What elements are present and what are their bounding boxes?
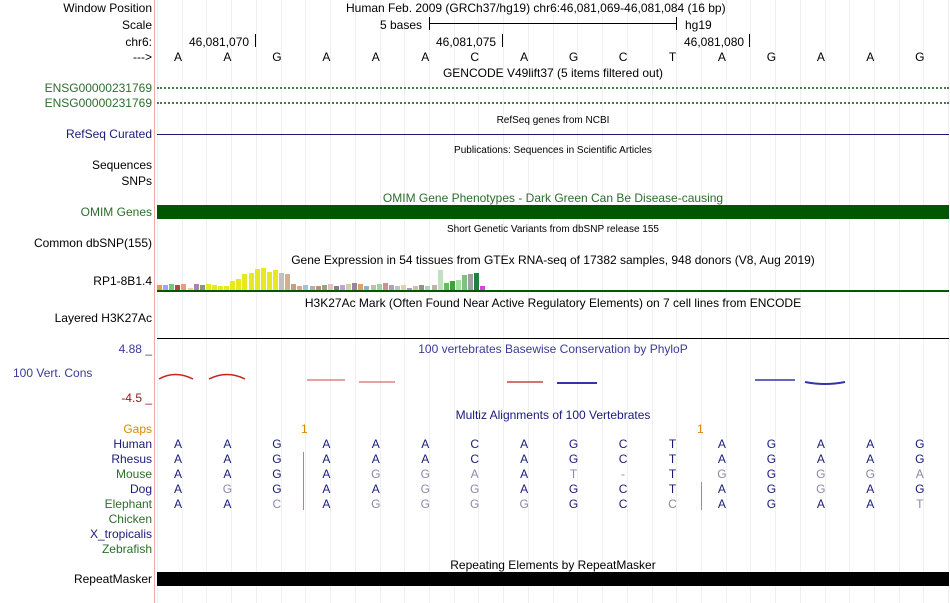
coord-tick	[749, 34, 750, 47]
species-base: G	[766, 482, 777, 496]
reference-base: A	[371, 50, 380, 64]
species-base: A	[371, 437, 380, 451]
gtex-tissue-bar[interactable]	[468, 274, 473, 290]
reference-base: A	[866, 50, 875, 64]
scale-label: Scale	[121, 18, 152, 32]
species-base: G	[717, 467, 727, 481]
dbsnp-track-title: Short Genetic Variants from dbSNP release 155	[447, 224, 659, 235]
gencode-track-title: GENCODE V49lift37 (5 items filtered out)	[442, 66, 664, 80]
species-base: A	[421, 437, 430, 451]
coord-tick-label: 46,081,070	[189, 35, 250, 49]
reference-base: C	[618, 50, 628, 64]
phylop-label[interactable]: 100 Vert. Cons	[13, 366, 93, 380]
gtex-tissue-bar[interactable]	[474, 273, 479, 290]
omim-track-title: OMIM Gene Phenotypes - Dark Green Can Be Disease-causing	[382, 191, 724, 205]
species-base: G	[470, 497, 480, 511]
chrom-label: chr6:	[125, 35, 152, 49]
gtex-tissue-bar[interactable]	[242, 274, 247, 290]
h3k27ac-track-title: H3K27Ac Mark (Often Found Near Active Regulatory Elements) on 7 cell lines from ENCODE	[304, 296, 802, 310]
species-label[interactable]: Human	[113, 437, 152, 451]
species-base: G	[371, 497, 381, 511]
species-base: A	[173, 467, 182, 481]
insertion-marker	[701, 482, 702, 510]
species-label[interactable]: Chicken	[108, 512, 152, 526]
species-base: A	[520, 452, 529, 466]
species-base: G	[420, 467, 430, 481]
coord-tick-label: 46,081,080	[684, 35, 745, 49]
gtex-tissue-bar[interactable]	[255, 269, 260, 290]
species-base: G	[766, 452, 777, 466]
species-base: G	[222, 482, 233, 496]
species-base: G	[272, 437, 282, 451]
species-base: A	[520, 482, 529, 496]
species-base: C	[618, 482, 628, 496]
species-label[interactable]: Mouse	[115, 467, 152, 481]
scale-bar	[430, 23, 676, 24]
species-base: C	[470, 452, 480, 466]
species-label[interactable]: Rhesus	[111, 452, 152, 466]
species-base: A	[470, 467, 479, 481]
species-base: G	[371, 467, 381, 481]
phylop-track-title: 100 vertebrates Basewise Conservation by PhyloP	[418, 342, 688, 356]
species-base: A	[173, 452, 182, 466]
species-base: G	[568, 482, 579, 496]
reference-base: A	[520, 50, 529, 64]
gap-count-marker: 1	[697, 422, 704, 436]
reference-base: T	[668, 50, 677, 64]
species-label[interactable]: Dog	[129, 482, 152, 496]
species-base: T	[569, 467, 578, 481]
reference-base: A	[322, 50, 331, 64]
coord-tick-label: 46,081,075	[436, 35, 497, 49]
h3k27ac-label[interactable]: Layered H3K27Ac	[54, 311, 152, 325]
species-base: C	[618, 452, 628, 466]
publications-track-title: Publications: Sequences in Scientific Articles	[454, 145, 652, 156]
species-base: T	[668, 482, 677, 496]
species-base: G	[915, 437, 925, 451]
gtex-tissue-bar[interactable]	[261, 268, 266, 290]
snps-label[interactable]: SNPs	[121, 174, 152, 188]
reference-base: A	[421, 50, 430, 64]
gencode-transcript-line[interactable]	[157, 102, 949, 104]
gtex-gene-label[interactable]: RP1-8B1.4	[93, 274, 152, 288]
species-base: A	[173, 437, 182, 451]
scale-bar-right-tick	[676, 17, 677, 30]
refseq-track-title: RefSeq genes from NCBI	[496, 115, 610, 126]
gtex-tissue-bar[interactable]	[352, 283, 357, 290]
species-base: C	[668, 497, 677, 511]
species-base: A	[866, 497, 875, 511]
species-label[interactable]: X_tropicalis	[89, 527, 152, 541]
species-base: A	[866, 437, 875, 451]
species-base: C	[618, 437, 628, 451]
assembly-position-text: Human Feb. 2009 (GRCh37/hg19) chr6:46,081,069-46,081,084 (16 bp)	[346, 1, 726, 15]
gtex-tissue-bar[interactable]	[267, 272, 272, 290]
species-label[interactable]: Zebrafish	[101, 542, 152, 556]
species-base: C	[272, 497, 282, 511]
species-base: G	[915, 452, 925, 466]
species-base: G	[766, 467, 777, 481]
gtex-tissue-bar[interactable]	[230, 281, 235, 290]
omim-gene-bar[interactable]	[157, 205, 949, 219]
repeatmasker-element-bar[interactable]	[157, 572, 949, 586]
gtex-expression-bars[interactable]	[157, 266, 949, 290]
species-base: A	[816, 452, 825, 466]
gtex-tissue-bar[interactable]	[249, 273, 254, 290]
species-base: G	[816, 467, 826, 481]
species-base: G	[568, 452, 579, 466]
species-base: A	[866, 452, 875, 466]
species-base: T	[668, 452, 677, 466]
species-base: A	[371, 452, 380, 466]
coord-tick	[502, 34, 503, 47]
species-base: A	[520, 437, 529, 451]
insertion-marker	[303, 452, 304, 510]
species-base: G	[568, 437, 579, 451]
scale-bases-text: 5 bases	[380, 18, 423, 32]
gencode-item-label[interactable]: ENSG00000231769	[44, 81, 152, 95]
gtex-tissue-bar[interactable]	[236, 279, 241, 290]
scale-assembly-text: hg19	[685, 18, 712, 32]
species-base: G	[470, 482, 480, 496]
phylop-min-label: -4.5 _	[121, 391, 152, 405]
reference-base: G	[568, 50, 579, 64]
gtex-tissue-bar[interactable]	[285, 274, 290, 290]
phylop-negative-segment	[805, 382, 845, 384]
species-base: A	[322, 467, 331, 481]
reference-base: A	[717, 50, 726, 64]
species-base: A	[173, 497, 182, 511]
phylop-peak-positive	[209, 375, 245, 380]
species-base: T	[668, 467, 677, 481]
species-base: T	[668, 437, 677, 451]
species-base: A	[421, 452, 430, 466]
species-base: A	[173, 482, 182, 496]
species-base: G	[272, 482, 282, 496]
species-base: A	[816, 437, 825, 451]
species-base: T	[916, 497, 924, 511]
gtex-tissue-bar[interactable]	[444, 283, 449, 290]
reference-base: A	[173, 50, 182, 64]
species-base: A	[223, 437, 232, 451]
species-base: A	[816, 497, 825, 511]
species-base: C	[470, 437, 480, 451]
phylop-max-label: 4.88 _	[118, 342, 152, 356]
coord-tick	[255, 34, 256, 47]
reference-base: G	[272, 50, 282, 64]
species-base: G	[272, 452, 282, 466]
reference-base: G	[915, 50, 925, 64]
phylop-peak-positive	[159, 375, 193, 380]
species-base: A	[866, 482, 875, 496]
species-base: G	[766, 437, 777, 451]
species-base: A	[322, 437, 331, 451]
species-base: A	[717, 437, 726, 451]
gtex-tissue-bar[interactable]	[279, 273, 284, 290]
species-base: A	[371, 482, 380, 496]
gtex-track-title: Gene Expression in 54 tissues from GTEx RNA-seq of 17382 samples, 948 donors (V8, Aug 2019)	[291, 253, 815, 267]
omim-label[interactable]: OMIM Genes	[80, 205, 152, 219]
strand-arrow-label: --->	[133, 50, 152, 64]
sequences-label[interactable]: Sequences	[91, 158, 152, 172]
species-base: A	[322, 452, 331, 466]
species-base: A	[717, 497, 726, 511]
gtex-tissue-bar[interactable]	[462, 275, 467, 290]
refseq-gene-line[interactable]	[157, 134, 949, 135]
species-base: A	[223, 497, 232, 511]
species-label[interactable]: Elephant	[104, 497, 152, 511]
species-base: C	[618, 497, 628, 511]
species-base: A	[717, 452, 726, 466]
repeatmasker-label[interactable]: RepeatMasker	[73, 572, 152, 586]
species-base: G	[272, 467, 282, 481]
gaps-label: Gaps	[123, 422, 152, 436]
gtex-tissue-bar[interactable]	[456, 280, 461, 290]
species-base: G	[865, 467, 875, 481]
gtex-gene-model[interactable]	[157, 290, 949, 292]
repeatmasker-track-title: Repeating Elements by RepeatMasker	[450, 558, 656, 572]
species-base: G	[568, 497, 579, 511]
species-base: A	[915, 467, 924, 481]
reference-base: A	[223, 50, 232, 64]
window-position-label: Window Position	[63, 1, 152, 15]
gap-count-marker: 1	[301, 422, 308, 436]
gtex-tissue-bar[interactable]	[450, 281, 455, 290]
phylop-conservation-plot[interactable]	[157, 370, 949, 390]
gencode-item-label[interactable]: ENSG00000231769	[44, 96, 152, 110]
species-base: A	[223, 452, 232, 466]
species-base: G	[519, 497, 529, 511]
gtex-tissue-bar[interactable]	[273, 270, 278, 290]
species-base: -	[621, 467, 626, 481]
reference-base: C	[470, 50, 480, 64]
reference-base: A	[816, 50, 825, 64]
species-base: A	[223, 467, 232, 481]
label-divider	[154, 0, 155, 603]
dbsnp-label[interactable]: Common dbSNP(155)	[33, 236, 152, 250]
species-base: G	[766, 497, 777, 511]
species-base: A	[717, 482, 726, 496]
species-base: A	[322, 497, 331, 511]
multiz-track-title: Multiz Alignments of 100 Vertebrates	[455, 408, 651, 422]
species-base: A	[520, 467, 529, 481]
species-base: G	[420, 497, 430, 511]
gtex-tissue-bar[interactable]	[383, 283, 388, 290]
refseq-label[interactable]: RefSeq Curated	[65, 127, 152, 141]
h3k27ac-baseline	[157, 338, 949, 339]
species-base: G	[915, 482, 925, 496]
reference-base: G	[766, 50, 777, 64]
gencode-transcript-line[interactable]	[157, 87, 949, 89]
species-base: G	[420, 482, 430, 496]
species-base: G	[816, 482, 826, 496]
gtex-tissue-bar[interactable]	[438, 270, 443, 290]
species-base: A	[322, 482, 331, 496]
